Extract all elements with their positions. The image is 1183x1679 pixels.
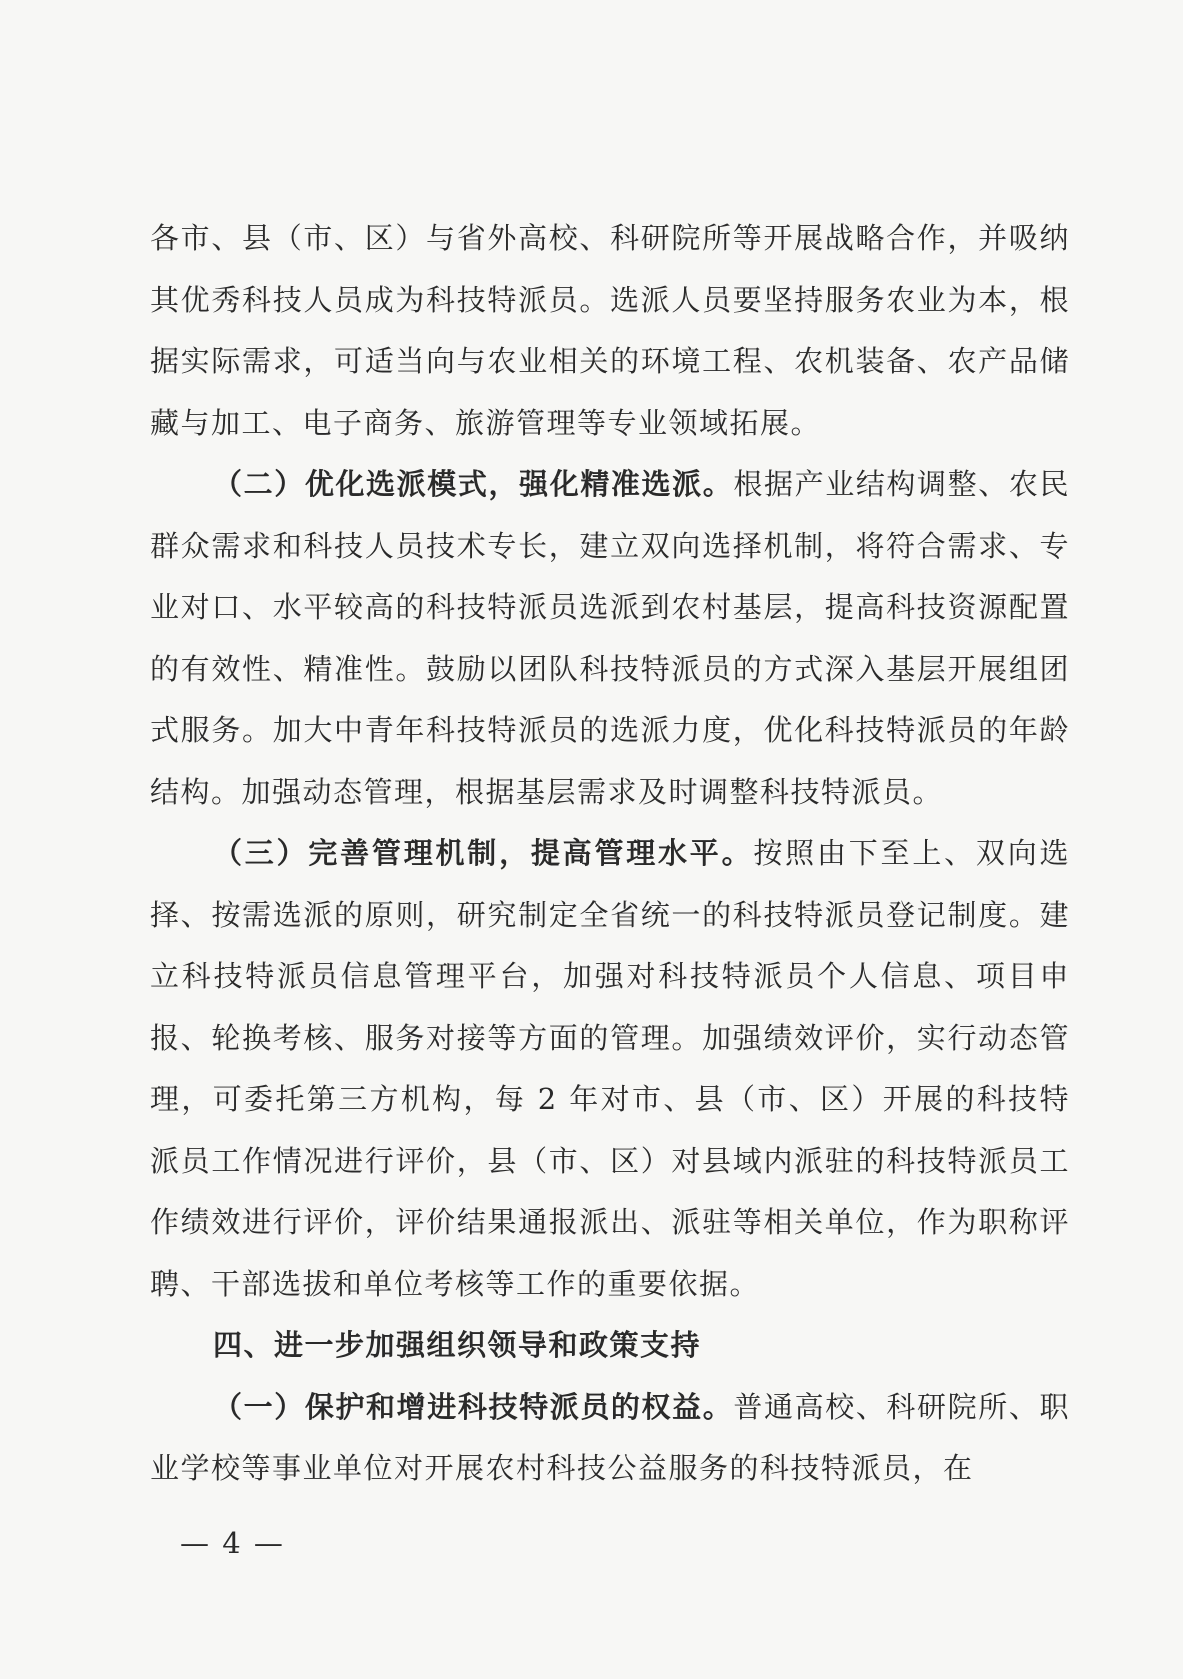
paragraph-text: 根据产业结构调整、农民群众需求和科技人员技术专长，建立双向选择机制，将符合需求、专业对口、水平较高的科技特派员选派到农村基层，提高科技资源配置的有效性、精准性。鼓励以团队科技特派员的方式深入基层开展组团式服务。加大中青年科技特派员的选派力度，优化科技特派员的年龄结构。加强动态管理，根据基层需求及时调整科技特派员。 (150, 467, 1070, 809)
paragraph-management-mechanism (150, 823, 1070, 1315)
paragraph-rights-protection (150, 1377, 1070, 1500)
paragraph-text: 各市、县（市、区）与省外高校、科研院所等开展战略合作，并吸纳其优秀科技人员成为科技特派员。选派人员要坚持服务农业为本，根据实际需求，可适当向与农业相关的环境工程、农机装备、农产品储藏与加工、电子商务、旅游管理等专业领域拓展。 (150, 221, 1070, 440)
paragraph-continuation (150, 208, 1070, 454)
document-body (150, 208, 1070, 1500)
paragraph-lead-heading: （一）保护和增进科技特派员的权益。 (213, 1389, 734, 1424)
paragraph-lead-heading: （二）优化选派模式，强化精准选派。 (213, 467, 734, 501)
paragraph-lead-heading: （三）完善管理机制，提高管理水平。 (213, 836, 754, 870)
paragraph-text: 普通高校、科研院所、职业学校等事业单位对开展农村科技公益服务的科技特派员，在 (150, 1389, 1070, 1485)
section-heading: 四、进一步加强组织领导和政策支持 (213, 1328, 702, 1362)
page-number: — 4 — (180, 1526, 285, 1560)
paragraph-selection-mode (150, 454, 1070, 823)
paragraph-text: 按照由下至上、双向选择、按需选派的原则，研究制定全省统一的科技特派员登记制度。建立科技特派员信息管理平台，加强对科技特派员个人信息、项目申报、轮换考核、服务对接等方面的管理。加强绩效评价，实行动态管理，可委托第三方机构，每 2 年对市、县（市、区）开展的科技特派员工作情况进行评价，县（市、区）对县域内派驻的科技特派员工作绩效进行评价，评价结果通报派出、派驻等相关单位，作为职称评聘、干部选拔和单位考核等工作的重要依据。 (150, 836, 1070, 1301)
